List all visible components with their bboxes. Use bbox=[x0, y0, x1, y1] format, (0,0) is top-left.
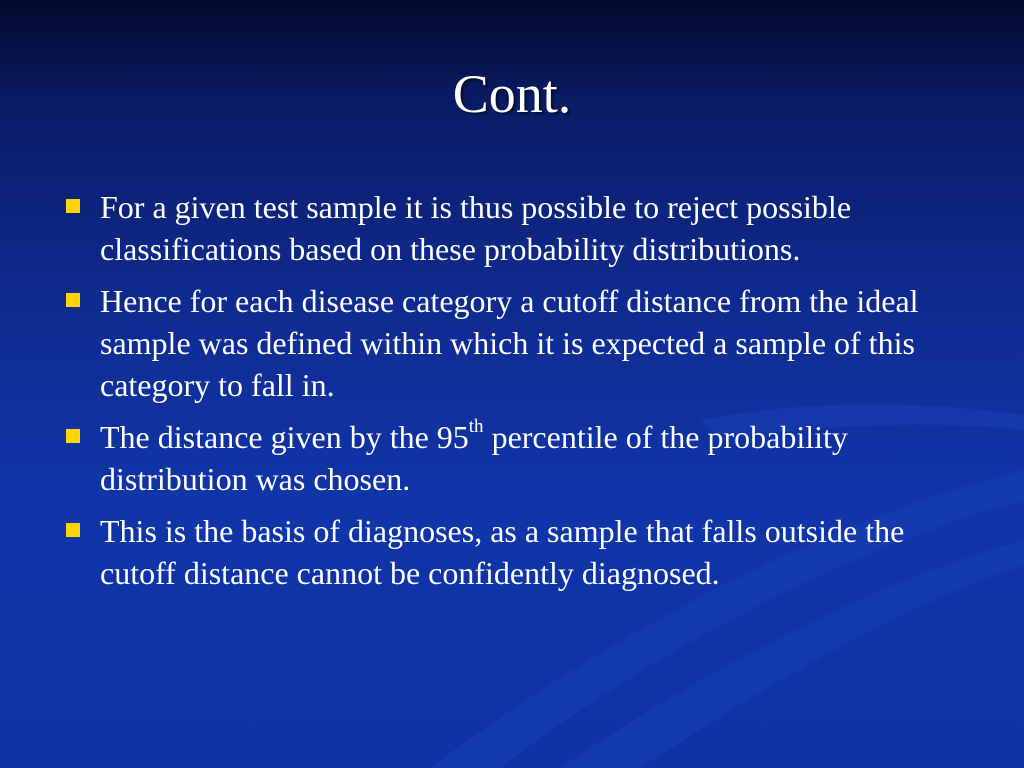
bullet-item bbox=[64, 186, 974, 270]
square-bullet-icon bbox=[66, 199, 80, 213]
bullet-list bbox=[64, 186, 974, 604]
square-bullet-icon bbox=[66, 429, 80, 443]
bullet-text-after: percentile of the probability distribution was chosen. bbox=[100, 419, 848, 497]
bullet-text: This is the basis of diagnoses, as a sample that falls outside the cutoff distance cannot be confidently diagnosed. bbox=[100, 513, 905, 591]
bullet-text: For a given test sample it is thus possible to reject possible classifications based on these probability distributions. bbox=[100, 189, 852, 267]
square-bullet-icon bbox=[66, 523, 80, 537]
bullet-item bbox=[64, 510, 974, 594]
square-bullet-icon bbox=[66, 293, 80, 307]
ordinal-superscript: th bbox=[468, 416, 484, 438]
bullet-item bbox=[64, 416, 974, 500]
bullet-text: Hence for each disease category a cutoff distance from the ideal sample was defined within which it is expected a sample of this category to fall in. bbox=[100, 283, 919, 403]
slide-title: Cont. bbox=[452, 64, 572, 124]
bullet-text-before: The distance given by the 95 bbox=[100, 419, 469, 455]
bullet-item bbox=[64, 280, 974, 406]
